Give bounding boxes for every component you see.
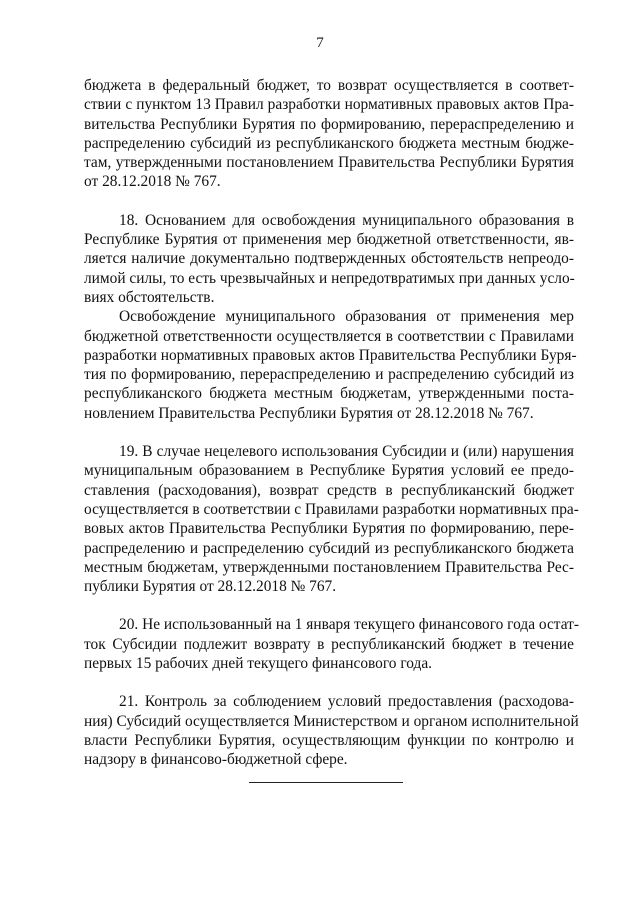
paragraph-18-second <box>84 307 577 423</box>
paragraph-20 <box>84 615 579 673</box>
text-line: виях обстоятельств. <box>84 288 215 306</box>
text-line: новлением Правительства Республики Бурятия от 28.12.2018 № 767. <box>84 404 534 422</box>
text-line: первых 15 рабочих дней текущего финансового года. <box>84 655 433 673</box>
text-line: местным бюджетам, утвержденными постановлением Правительства Рес- <box>84 558 574 576</box>
text-line: там, утвержденными постановлением Правительства Республики Бурятия <box>84 154 574 172</box>
text-line: муниципальным образованием в Республике Бурятия условий ее предо- <box>84 462 574 480</box>
text-line: распределению и распределению субсидий из республиканского бюджета <box>84 539 574 557</box>
paragraph-21 <box>84 692 579 769</box>
text-line: ния) Субсидий осуществляется Министерством и органом исполнительной <box>84 712 579 730</box>
text-line: 18. Основанием для освобождения муниципального образования в <box>119 211 574 229</box>
paragraph-17-continuation <box>84 76 574 192</box>
text-line: 19. В случае нецелевого использования Субсидии и (или) нарушения <box>119 443 574 461</box>
text-line: Республике Бурятия от применения мер бюджетной ответственности, яв- <box>84 231 574 249</box>
text-line: разработки нормативных правовых актов Правительства Республики Буря- <box>84 346 577 364</box>
paragraph-19 <box>84 442 579 596</box>
text-line: ток Субсидии подлежит возврату в республиканский бюджет в течение <box>84 635 574 653</box>
paragraph-18 <box>84 211 574 307</box>
end-separator-line <box>249 782 403 783</box>
text-line: бюджетной ответственности осуществляется в соответствии с Правилами <box>84 327 574 345</box>
text-line: распределению субсидий из республиканского бюджета местным бюдже- <box>84 134 574 152</box>
page-number: 7 <box>316 35 324 51</box>
text-line: Освобождение муниципального образования от применения мер <box>119 308 574 326</box>
text-line: тия по формированию, перераспределению и распределению субсидий из <box>84 366 574 384</box>
text-line: вительства Республики Бурятия по формированию, перераспределению и <box>84 115 574 133</box>
text-line: ствии с пунктом 13 Правил разработки нормативных правовых актов Пра- <box>84 96 574 114</box>
text-line: публики Бурятия от 28.12.2018 № 767. <box>84 578 337 596</box>
text-line: осуществляется в соответствии с Правилами разработки нормативных пра- <box>84 500 579 518</box>
document-body <box>84 76 579 770</box>
text-line: ставления (расходования), возврат средств в республиканский бюджет <box>84 481 574 499</box>
text-line: республиканского бюджета местным бюджетам, утвержденными поста- <box>84 385 574 403</box>
text-line: власти Республики Бурятия, осуществляющим функции по контролю и <box>84 731 574 749</box>
text-line: вовых актов Правительства Республики Бурятия по формированию, пере- <box>84 520 574 538</box>
text-line: 20. Не использованный на 1 января текущего финансового года остат- <box>119 616 579 634</box>
text-line: бюджета в федеральный бюджет, то возврат осуществляется в соответ- <box>84 77 574 94</box>
text-line: 21. Контроль за соблюдением условий предоставления (расходова- <box>119 693 574 711</box>
text-line: ляется наличие документально подтвержденных обстоятельств непреодо- <box>84 250 574 268</box>
text-line: лимой силы, то есть чрезвычайных и непредотвратимых при данных усло- <box>84 269 575 287</box>
text-line: от 28.12.2018 № 767. <box>84 173 221 191</box>
text-line: надзору в финансово-бюджетной сфере. <box>84 751 348 769</box>
